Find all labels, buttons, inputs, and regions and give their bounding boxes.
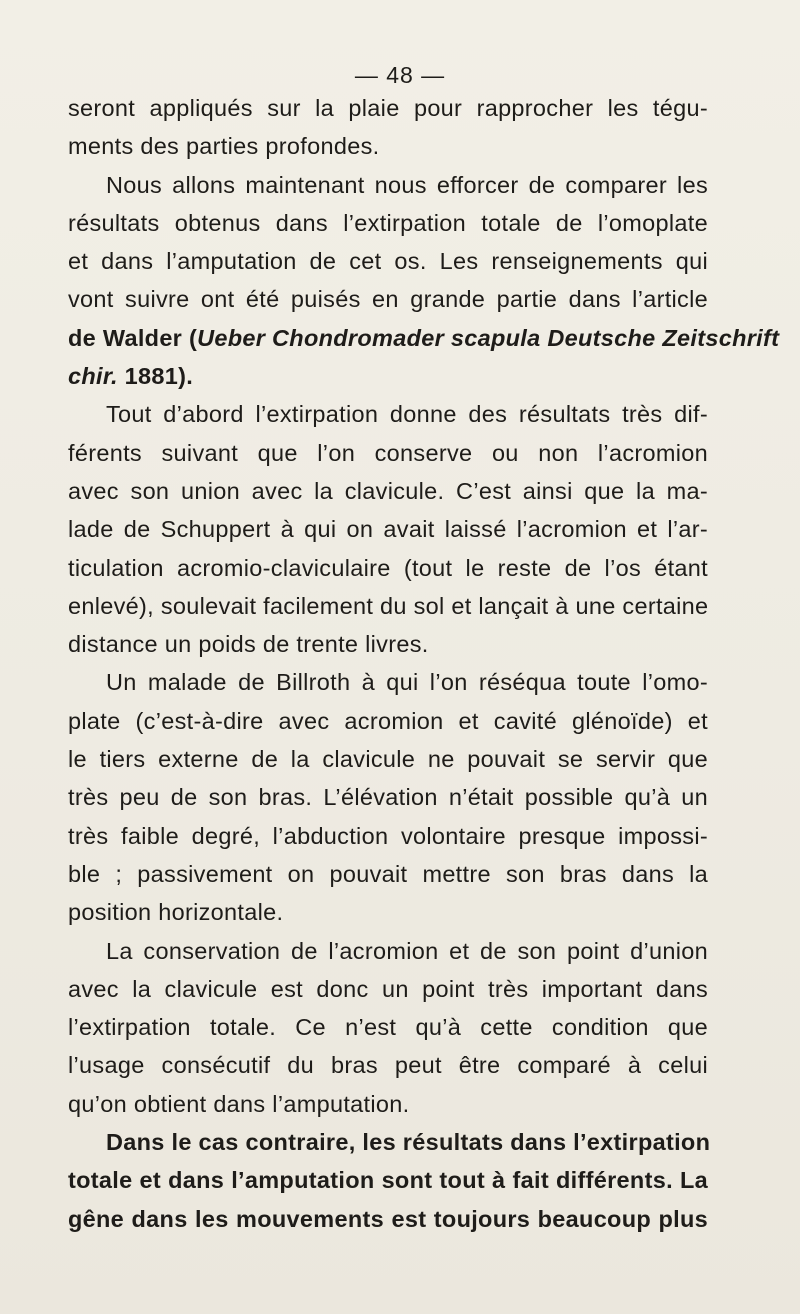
citation-title: Ueber Chondromader scapula Deutsche Zeitschrift (197, 324, 780, 351)
text-line: l’usage consécutif du bras peut être comparé à celui (68, 1052, 708, 1079)
text-line: résultats obtenus dans l’extirpation totale de l’omoplate (68, 209, 708, 236)
text-line: Un malade de Billroth à qui l’on réséqua toute l’omo- (106, 669, 708, 696)
text-line: Nous allons maintenant nous efforcer de comparer les (106, 171, 708, 198)
text-line: vont suivre ont été puisés en grande partie dans l’article (68, 286, 708, 313)
page-number: — 48 — (354, 62, 446, 88)
text-line: gêne dans les mouvements est toujours beaucoup plus (68, 1205, 708, 1232)
text-line: Dans le cas contraire, les résultats dans l’extirpation (106, 1129, 711, 1156)
text-line: qu’on obtient dans l’amputation. (68, 1090, 410, 1117)
text-line: plate (c’est-à-dire avec acromion et cavité glénoïde) et (68, 707, 708, 734)
text-line: Tout d’abord l’extirpation donne des résultats très dif- (106, 401, 708, 428)
text-line: ments des parties profondes. (68, 133, 380, 160)
text-line: l’extirpation totale. Ce n’est qu’à cette condition que (68, 1014, 708, 1041)
text-line: très peu de son bras. L’élévation n’était possible qu’à un (68, 784, 708, 811)
text-line: avec son union avec la clavicule. C’est ainsi que la ma- (68, 477, 708, 504)
text-line-with-citation (68, 319, 780, 357)
text-line: avec la clavicule est donc un point très important dans (68, 975, 708, 1002)
text-line: distance un poids de trente livres. (68, 631, 429, 658)
citation-journal: chir. (68, 363, 118, 390)
text-line: totale et dans l’amputation sont tout à fait différents. La (68, 1167, 708, 1194)
citation-year: 1881). (117, 363, 194, 390)
text-line: très faible degré, l’abduction volontaire presque impossi- (68, 822, 708, 849)
text-line: férents suivant que l’on conserve ou non l’acromion (68, 439, 708, 466)
text-line: ble ; passivement on pouvait mettre son bras dans la (68, 860, 708, 887)
text-line: enlevé), soulevait facilement du sol et lançait à une certaine (68, 592, 709, 619)
text-line: ticulation acromio-claviculaire (tout le reste de l’os étant (68, 554, 708, 581)
text-line: seront appliqués sur la plaie pour rapprocher les tégu- (68, 95, 708, 121)
citation-prefix: de Walder ( (68, 324, 198, 351)
text-line: La conservation de l’acromion et de son point d’union (106, 937, 708, 964)
text-line: lade de Schuppert à qui on avait laissé l’acromion et l’ar- (68, 516, 708, 543)
text-line-with-citation (68, 357, 708, 395)
text-line: le tiers externe de la clavicule ne pouvait se servir que (68, 746, 708, 773)
body-text (68, 89, 780, 1238)
text-line: et dans l’amputation de cet os. Les renseignements qui (68, 248, 708, 275)
text-line: position horizontale. (68, 899, 284, 926)
